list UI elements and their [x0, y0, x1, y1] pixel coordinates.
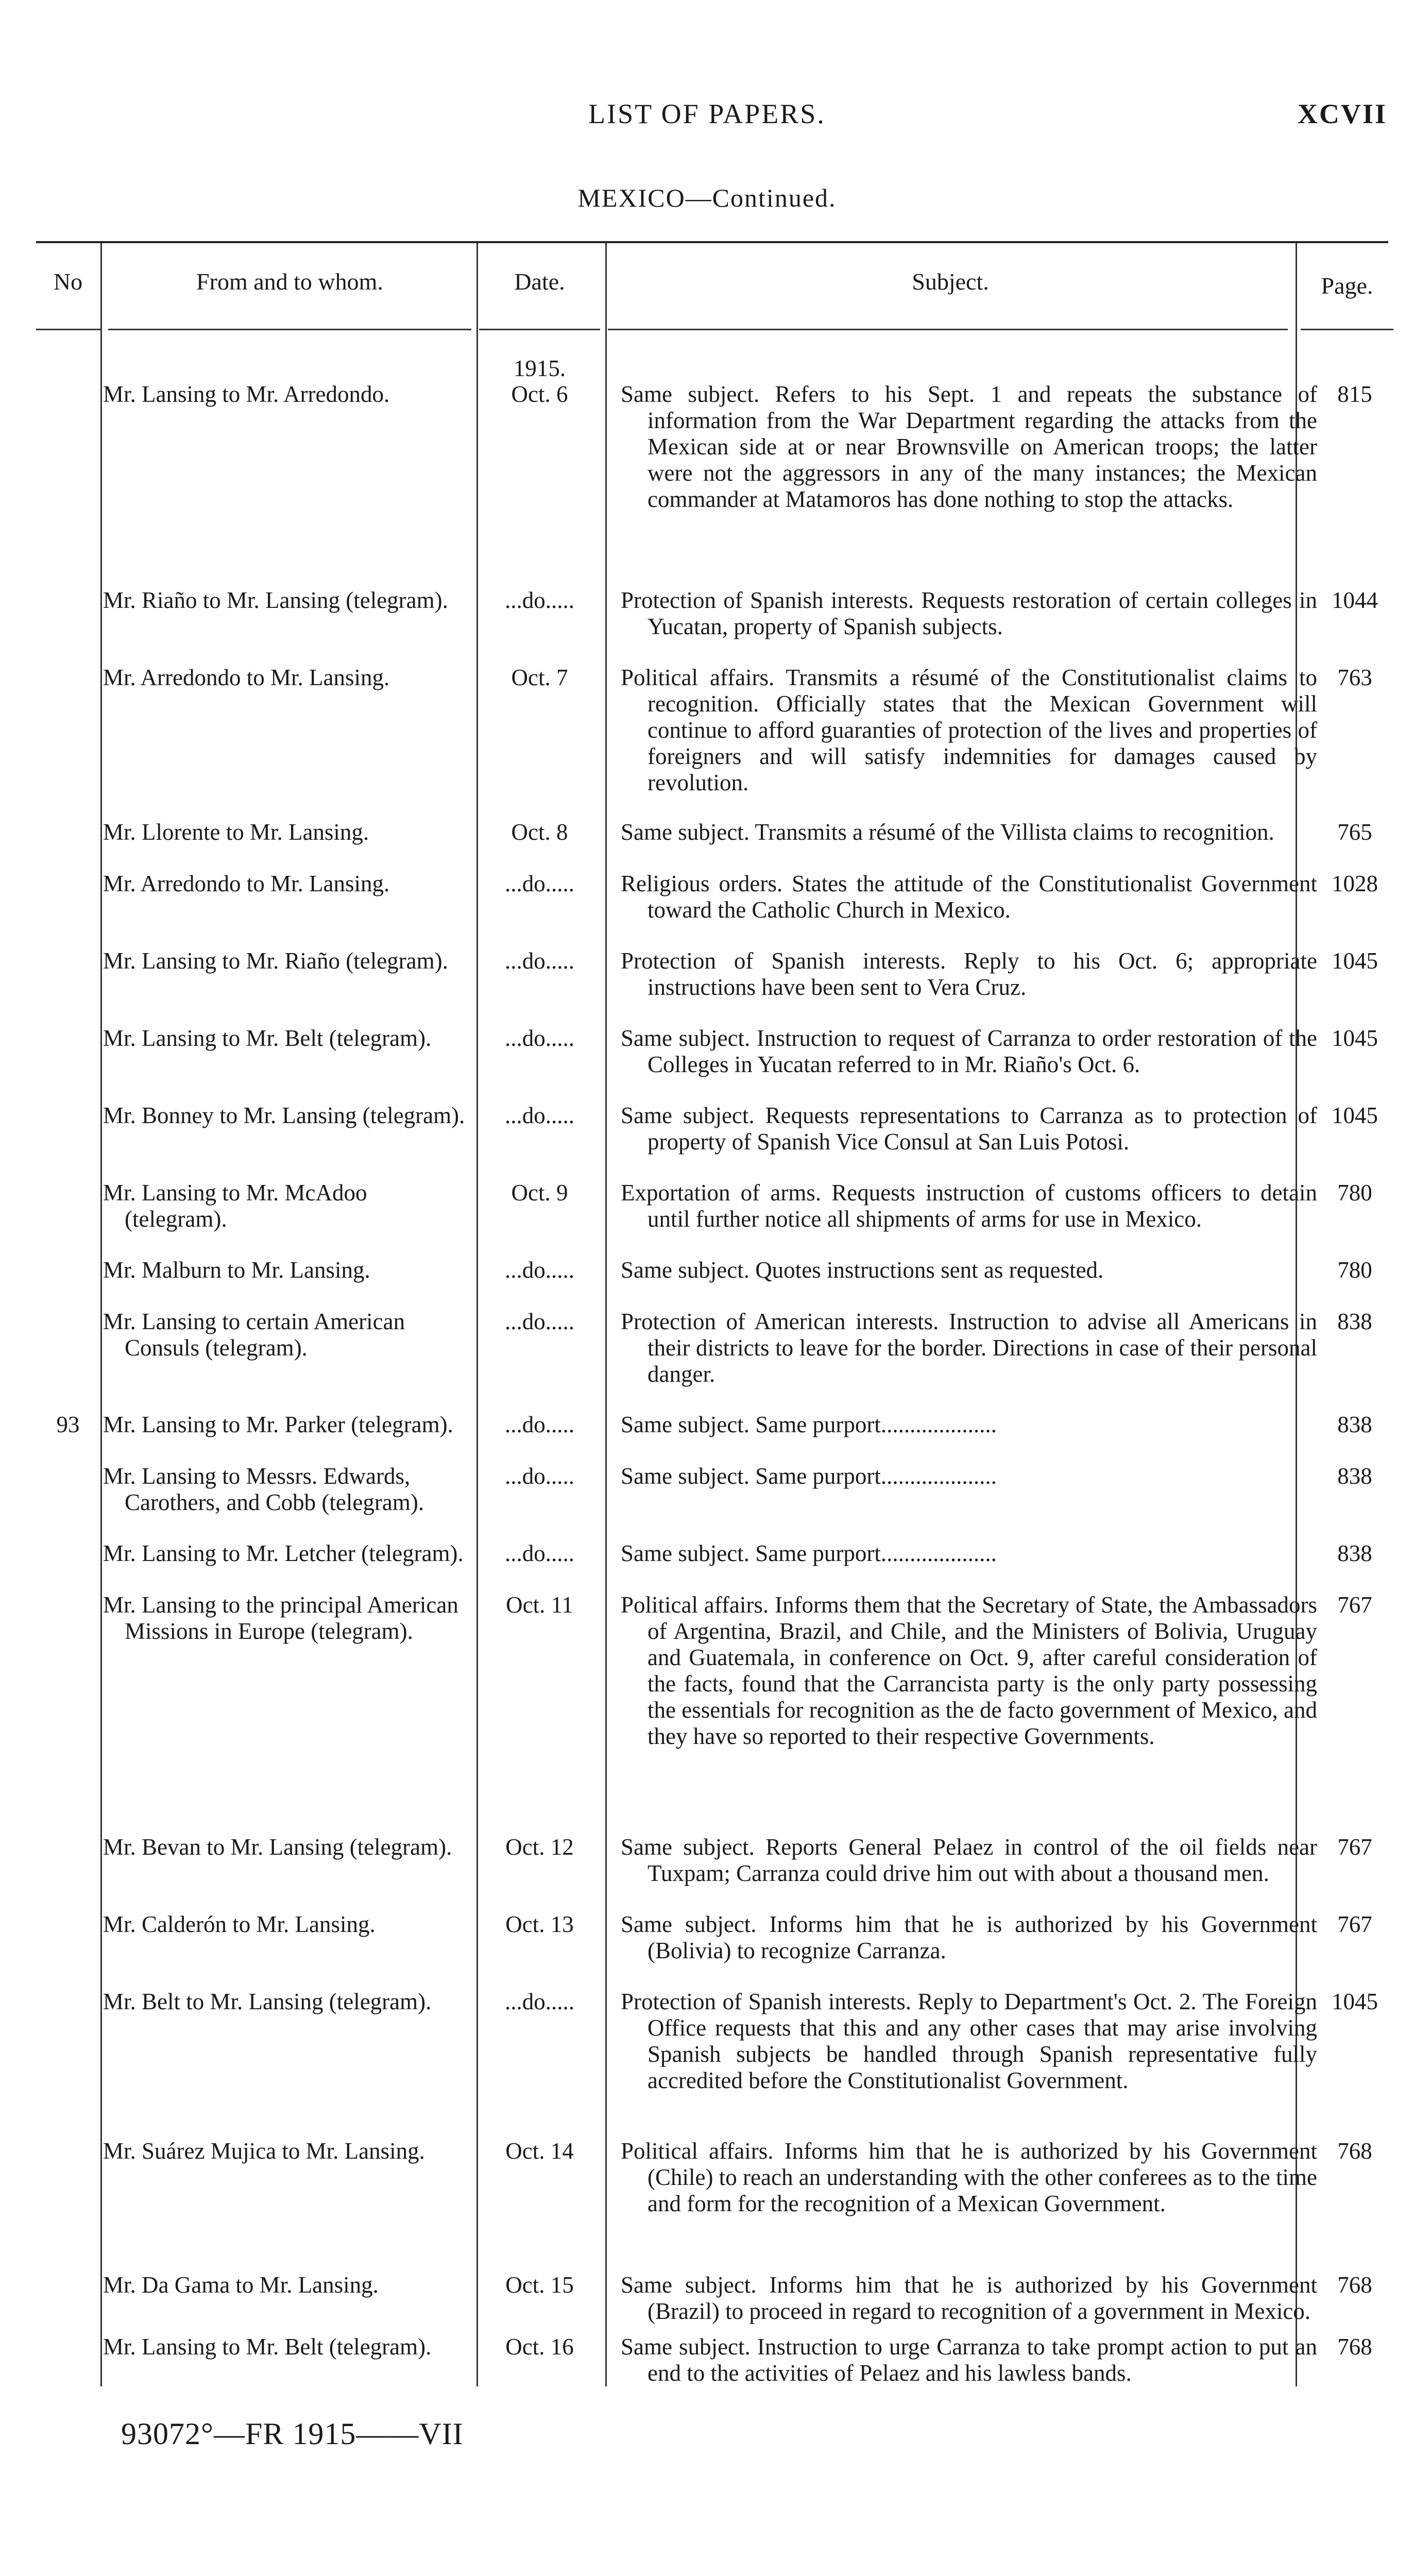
row-date: ...do..... [505, 1103, 574, 1128]
row-date: Oct. 7 [511, 665, 568, 690]
row-date: Oct. 6 [511, 381, 568, 407]
row-page: 768 [1337, 2138, 1372, 2164]
row-page: 767 [1337, 1834, 1372, 1860]
row-date: Oct. 12 [505, 1834, 574, 1860]
section-subtitle: MEXICO—Continued. [577, 183, 837, 212]
row-date: ...do..... [505, 1309, 574, 1334]
row-date: ...do..... [505, 1025, 574, 1051]
row-from: Mr. Da Gama to Mr. Lansing. [103, 2272, 379, 2298]
row-date: ...do..... [505, 948, 574, 974]
column-divider [605, 243, 607, 2386]
row-subject: Same subject. Same purport.................... [621, 1540, 997, 1566]
row-from: Mr. Arredondo to Mr. Lansing. [103, 665, 390, 690]
row-page: 1044 [1332, 587, 1378, 613]
row-subject: Political affairs. Informs him that he is authorized by his Government (Chile) to reach an understanding with the other conferees as to the time and form for the recognition of a Mexican Government. [621, 2138, 1317, 2216]
row-from: Mr. Lansing to Mr. Belt (telegram). [103, 2334, 432, 2360]
row-from: Mr. Calderón to Mr. Lansing. [103, 1911, 376, 1937]
row-page: 767 [1337, 1911, 1372, 1937]
row-from: Mr. Lansing to the principal American Missions in Europe (telegram). [103, 1592, 458, 1644]
header-rule [36, 329, 100, 330]
row-from: Mr. Arredondo to Mr. Lansing. [103, 871, 390, 896]
column-header-subject: Subject. [912, 268, 989, 295]
row-subject: Same subject. Requests representations to Carranza as to protection of property of Spanish Vice Consul at San Luis Potosi. [621, 1103, 1317, 1155]
row-number: 93 [56, 1412, 80, 1437]
row-page: 780 [1337, 1180, 1372, 1206]
row-page: 1045 [1332, 948, 1378, 974]
row-subject: Protection of American interests. Instruction to advise all Americans in their districts to leave for the border. Directions in case of their personal danger. [621, 1309, 1317, 1387]
row-from: Mr. Lansing to Mr. Parker (telegram). [103, 1412, 453, 1437]
row-from: Mr. Riaño to Mr. Lansing (telegram). [103, 587, 448, 613]
row-page: 763 [1337, 665, 1372, 690]
row-date: ...do..... [505, 587, 574, 613]
column-header-from: From and to whom. [196, 268, 383, 295]
row-from: Mr. Lansing to Mr. Letcher (telegram). [103, 1540, 464, 1566]
row-page: 780 [1337, 1257, 1372, 1283]
row-subject: Political affairs. Informs them that the Secretary of State, the Ambassadors of Argentina, Brazil, and Chile, and the Ministers of Bolivia, Uruguay and Guatemala, in conference on Oct. 9, after careful consideration of the facts, found that the Carrancista party is the only party possessing the essentials for recognition as the de facto government of Mexico, and they have so reported to their respective Governments. [621, 1592, 1317, 1749]
footer-signature: 93072°—FR 1915——VII [121, 2417, 464, 2451]
row-subject: Protection of Spanish interests. Reply to Department's Oct. 2. The Foreign Office requests that this and any other cases that may arise involving Spanish subjects be handled through Spanish representative fully accredited before the Constitutionalist Government. [621, 1989, 1317, 2093]
row-page: 838 [1337, 1540, 1372, 1566]
header-rule [1301, 329, 1393, 330]
row-subject: Same subject. Quotes instructions sent as requested. [621, 1257, 1104, 1283]
row-date: ...do..... [505, 1989, 574, 2014]
row-from: Mr. Suárez Mujica to Mr. Lansing. [103, 2138, 425, 2164]
row-date: Oct. 15 [505, 2272, 574, 2298]
row-from: Mr. Bevan to Mr. Lansing (telegram). [103, 1834, 452, 1860]
column-header-no: No [53, 268, 83, 295]
row-page: 765 [1337, 819, 1372, 845]
header-rule [608, 329, 1288, 330]
row-date: Oct. 14 [505, 2138, 574, 2164]
row-subject: Same subject. Refers to his Sept. 1 and repeats the substance of information from the War Department regarding the attacks from the Mexican side at or near Brownsville on American troops; the latter were not the aggressors in any of the many instances; the Mexican commander at Matamoros has done nothing to stop the attacks. [621, 381, 1317, 512]
column-header-page: Page. [1321, 273, 1373, 299]
header-rule [479, 329, 600, 330]
row-subject: Same subject. Same purport.................... [621, 1463, 997, 1489]
row-date: Oct. 16 [505, 2334, 574, 2360]
row-page: 767 [1337, 1592, 1372, 1618]
row-date: ...do..... [505, 871, 574, 896]
row-subject: Same subject. Reports General Pelaez in control of the oil fields near Tuxpam; Carranza could drive him out with about a thousand men. [621, 1834, 1317, 1886]
row-subject: Same subject. Informs him that he is authorized by his Government (Brazil) to proceed in regard to recognition of a government in Mexico. [621, 2272, 1317, 2324]
row-subject: Political affairs. Transmits a résumé of the Constitutionalist claims to recognition. Officially states that the Mexican Government will continue to afford guaranties of protection of the lives and properties of foreigners and will satisfy indemnities for damages caused by revolution. [621, 665, 1317, 795]
row-from: Mr. Llorente to Mr. Lansing. [103, 819, 369, 845]
row-page: 838 [1337, 1309, 1372, 1334]
row-subject: Same subject. Same purport.................... [621, 1412, 997, 1437]
row-subject: Same subject. Instruction to request of Carranza to order restoration of the Colleges in Yucatan referred to in Mr. Riaño's Oct. 6. [621, 1025, 1317, 1077]
row-subject: Exportation of arms. Requests instruction of customs officers to detain until further notice all shipments of arms for use in Mexico. [621, 1180, 1317, 1232]
row-page: 838 [1337, 1412, 1372, 1437]
row-subject: Protection of Spanish interests. Reply to his Oct. 6; appropriate instructions have been sent to Vera Cruz. [621, 948, 1317, 1000]
row-date: Oct. 9 [511, 1180, 568, 1206]
row-from: Mr. Lansing to Messrs. Edwards, Carothers, and Cobb (telegram). [103, 1463, 424, 1515]
row-page: 1045 [1332, 1103, 1378, 1128]
row-page: 1045 [1332, 1989, 1378, 2014]
header-rule [108, 329, 471, 330]
page-number: XCVII [1297, 98, 1387, 129]
row-from: Mr. Malburn to Mr. Lansing. [103, 1257, 370, 1283]
top-rule [36, 241, 1388, 243]
row-from: Mr. Lansing to Mr. Belt (telegram). [103, 1025, 432, 1051]
row-from: Mr. Bonney to Mr. Lansing (telegram). [103, 1103, 465, 1128]
row-date: ...do..... [505, 1463, 574, 1489]
row-from: Mr. Lansing to Mr. Arredondo. [103, 381, 390, 407]
row-date: ...do..... [505, 1540, 574, 1566]
row-from: Mr. Lansing to Mr. Riaño (telegram). [103, 948, 448, 974]
row-page: 768 [1337, 2334, 1372, 2360]
row-page: 1045 [1332, 1025, 1378, 1051]
column-header-date: Date. [514, 268, 565, 295]
row-date: Oct. 8 [511, 819, 568, 845]
row-from: Mr. Lansing to Mr. McAdoo (telegram). [103, 1180, 367, 1232]
row-page: 815 [1337, 381, 1372, 407]
row-date: ...do..... [505, 1257, 574, 1283]
row-subject: Same subject. Instruction to urge Carranza to take prompt action to put an end to the activities of Pelaez and his lawless bands. [621, 2334, 1317, 2386]
row-date: Oct. 13 [505, 1911, 574, 1937]
row-date: Oct. 11 [506, 1592, 573, 1618]
row-page: 838 [1337, 1463, 1372, 1489]
row-subject: Protection of Spanish interests. Requests restoration of certain colleges in Yucatan, property of Spanish subjects. [621, 587, 1317, 639]
year-label: 1915. [513, 355, 566, 381]
column-divider [476, 243, 478, 2386]
row-subject: Same subject. Informs him that he is authorized by his Government (Bolivia) to recognize Carranza. [621, 1911, 1317, 1963]
row-from: Mr. Belt to Mr. Lansing (telegram). [103, 1989, 432, 2014]
row-from: Mr. Lansing to certain American Consuls (telegram). [103, 1309, 405, 1361]
row-subject: Religious orders. States the attitude of the Constitutionalist Government toward the Catholic Church in Mexico. [621, 871, 1317, 923]
row-page: 1028 [1332, 871, 1378, 896]
row-subject: Same subject. Transmits a résumé of the Villista claims to recognition. [621, 819, 1274, 845]
page-title: LIST OF PAPERS. [588, 98, 826, 129]
column-divider [100, 243, 102, 2386]
row-page: 768 [1337, 2272, 1372, 2298]
row-date: ...do..... [505, 1412, 574, 1437]
